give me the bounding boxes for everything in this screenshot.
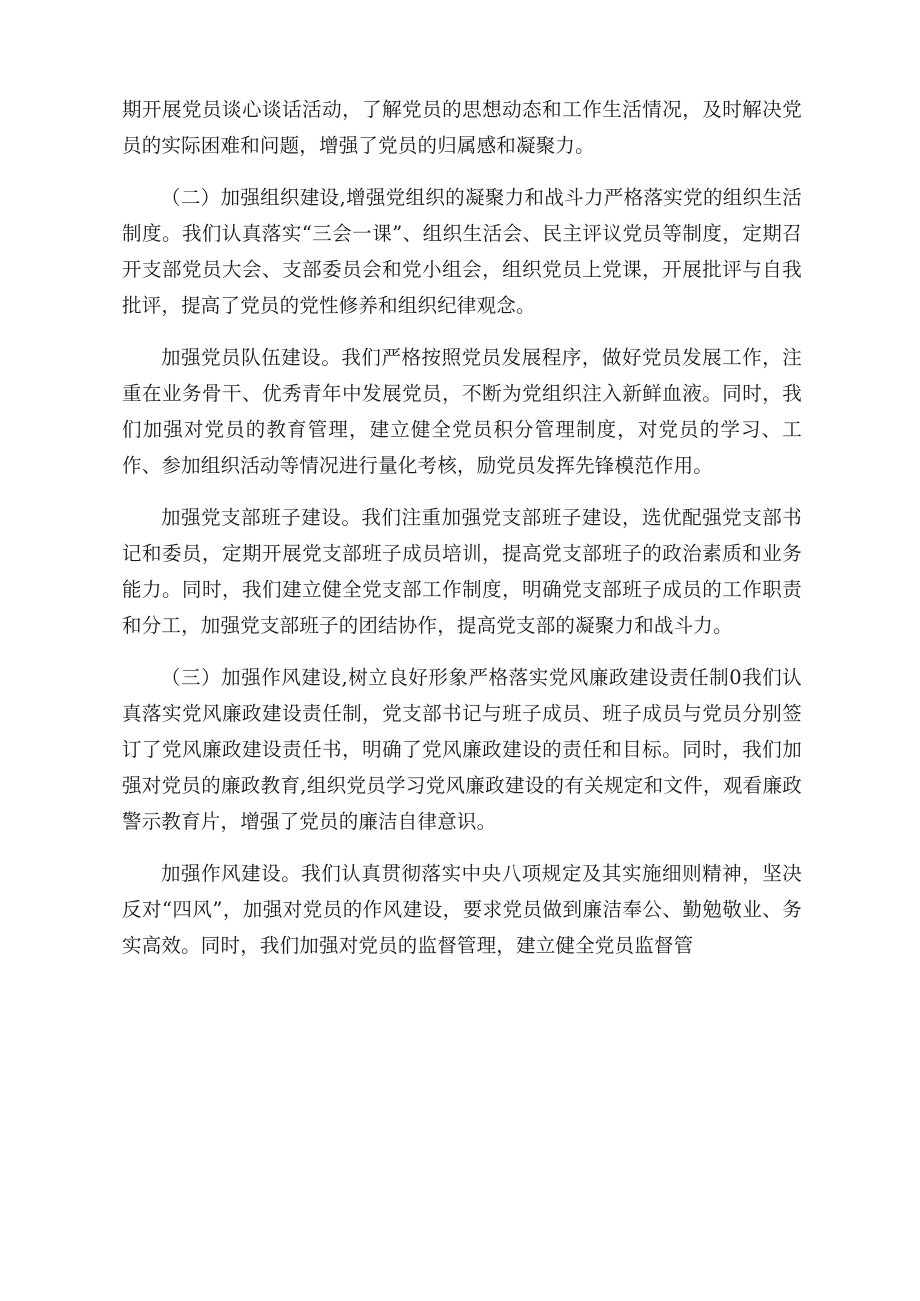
paragraph-organization-building: （二）加强组织建设,增强党组织的凝聚力和战斗力严格落实党的组织生活制度。我们认真落实“三会一课”、组织生活会、民主评议党员等制度，定期召开支部党员大会、支部委员会和党小组会，组织党员上党课，开展批评与自我批评，提高了党员的党性修养和组织纪律观念。 (122, 186, 802, 317)
paragraph-work-style-building: 加强作风建设。我们认真贯彻落实中央八项规定及其实施细则精神，坚决反对“四风”，加强对党员的作风建设，要求党员做到廉洁奉公、勤勉敬业、务实高效。同时，我们加强对党员的监督管理，建立健全党员监督管 (122, 862, 802, 957)
paragraph-continued: 期开展党员谈心谈话活动，了解党员的思想动态和工作生活情况，及时解决党员的实际困难和问题，增强了党员的归属感和凝聚力。 (122, 98, 802, 157)
document-body (122, 92, 802, 980)
paragraph-branch-leadership-building: 加强党支部班子建设。我们注重加强党支部班子建设，选优配强党支部书记和委员，定期开展党支部班子成员培训，提高党支部班子的政治素质和业务能力。同时，我们建立健全党支部工作制度，明确党支部班子成员的工作职责和分工，加强党支部班子的团结协作，提高党支部的凝聚力和战斗力。 (122, 506, 802, 637)
paragraph-member-team-building: 加强党员队伍建设。我们严格按照党员发展程序，做好党员发展工作，注重在业务骨干、优秀青年中发展党员，不断为党组织注入新鲜血液。同时，我们加强对党员的教育管理，建立健全党员积分管理制度，对党员的学习、工作、参加组织活动等情况进行量化考核，励党员发挥先锋模范作用。 (122, 346, 802, 477)
paragraph-work-style-integrity: （三）加强作风建设,树立良好形象严格落实党风廉政建设责任制0我们认真落实党风廉政建设责任制，党支部书记与班子成员、班子成员与党员分别签订了党风廉政建设责任书，明确了党风廉政建设的责任和目标。同时，我们加强对党员的廉政教育,组织党员学习党风廉政建设的有关规定和文件，观看廉政警示教育片，增强了党员的廉洁自律意识。 (122, 666, 802, 833)
